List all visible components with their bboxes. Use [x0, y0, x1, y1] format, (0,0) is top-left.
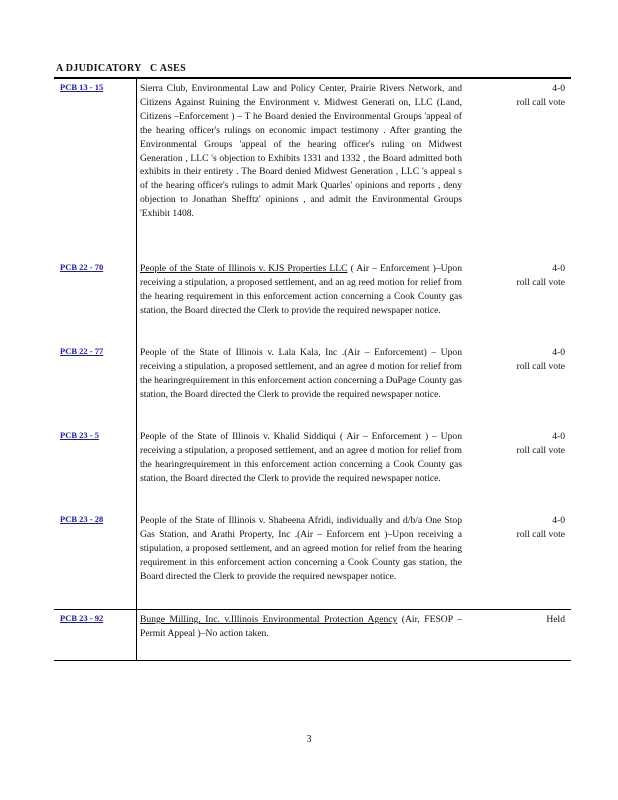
case-description — [140, 430, 465, 486]
case-description — [140, 262, 465, 318]
top-rule — [54, 77, 571, 79]
case-description — [140, 613, 462, 641]
docket-link[interactable]: PCB 23 - 28 — [60, 514, 104, 524]
docket-link[interactable]: PCB 23 - 92 — [60, 613, 104, 623]
vote-result: 4-0 roll call vote — [516, 431, 565, 456]
case-title: People of the State of Illinois v. KJS Properties LLC — [140, 263, 348, 274]
case-text: Sierra Club, Environmental Law and Policy Center, Prairie Rivers Network, and Citizens Against Ruining the Environment v. Midwest Generati on, LLC (Land, Citizens –Enforcement ) – T he Board denied the Environmental Groups 'appeal of the hearing officer's rulings on economic impact testimony . After granting the Environmental Groups 'appeal of the hearing officer's ruling on Midwest Generation , LLC 's objection to Exhibits 1331 and 1332 , the Board admitted both exhibits in their entirety . The Board denied Midwest Generation , LLC 's appeal s of the hearing officer's rulings to admit Mark Quarles' opinions and reports , deny objection to Jonathan Shefftz' opinions , and admit the Environmental Groups 'Exhibit 1408. — [140, 83, 465, 220]
case-text: People of the State of Illinois v. Lala Kala, Inc .(Air – Enforcement) – Upon receiving a stipulation, a proposed settlement, and an agree d motion for relief from the hearingrequirement in this enforcement action concerning a DuPage County gas station, the Board directed the Clerk to provide the required newspaper notice. — [140, 347, 465, 400]
case-description — [140, 346, 465, 402]
docket-link[interactable]: PCB 22 - 70 — [60, 262, 104, 272]
case-description — [140, 82, 465, 221]
case-text: (Air, FESOP –Permit Appeal )–No action taken. — [140, 614, 463, 639]
case-row — [54, 609, 571, 639]
section-heading — [56, 63, 186, 74]
heading-cases: C ASES — [150, 63, 186, 74]
vote-result: 4-0 roll call vote — [516, 83, 565, 108]
docket-link[interactable]: PCB 22 - 77 — [60, 346, 104, 356]
case-title: Bunge Milling, Inc. v.Illinois Environmental Protection Agency — [140, 614, 398, 625]
page-number: 3 — [306, 734, 312, 745]
vote-result: 4-0 roll call vote — [516, 263, 565, 288]
vote-result: 4-0 roll call vote — [516, 515, 565, 540]
vote-result: 4-0 roll call vote — [516, 347, 565, 372]
docket-link[interactable]: PCB 23 - 5 — [60, 430, 99, 440]
case-text: People of the State of Illinois v. Khalid Siddiqui ( Air – Enforcement ) – Upon receiving a stipulation, a proposed settlement, and an agree d motion for relief from the hearingrequirement in this enforcement action concerning a Cook County gas station, the Board directed the Clerk to provide the required newspaper notice. — [140, 431, 465, 484]
heading-adjudicatory: A DJUDICATORY — [56, 63, 142, 74]
case-description — [140, 514, 465, 584]
case-text: People of the State of Illinois v. Shabeena Afridi, individually and d/b/a One Stop Gas Station, and Arathi Property, Inc .(Air – Enforcem ent )–Upon receiving a stipulation, a proposed settlement, and an agreed motion for relief from the hearing requirement in this enforcement action concerning a Cook County gas station, the Board directed the Clerk to provide the required newspaper notice. — [140, 515, 465, 582]
docket-link[interactable]: PCB 13 - 15 — [60, 82, 104, 92]
column-divider — [136, 79, 137, 661]
vote-result: Held — [546, 614, 565, 625]
case-text: ( Air – Enforcement )–Upon receiving a stipulation, a proposed settlement, and an ag reed motion for relief from the hearing requirement in this enforcement action concerning a Cook County gas station, the Board directed the Clerk to provide the required newspaper notice. — [140, 263, 465, 316]
bottom-rule — [54, 660, 571, 661]
